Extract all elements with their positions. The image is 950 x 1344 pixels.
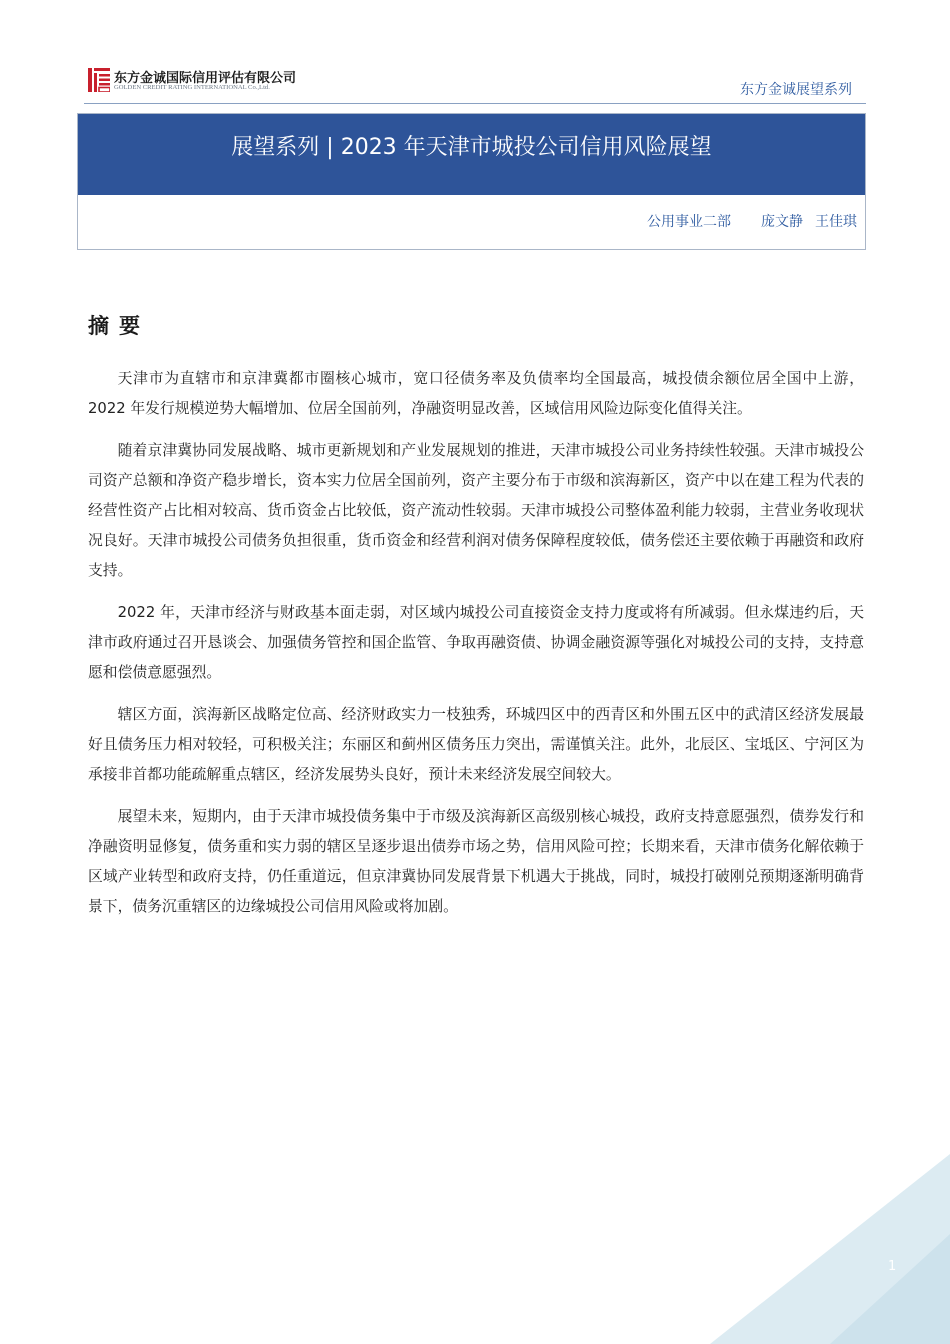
- abstract-body: [88, 364, 864, 934]
- company-name-en: GOLDEN CREDIT RATING INTERNATIONAL Co.,Ltd.: [114, 84, 270, 91]
- abstract-paragraph: 天津市为直辖市和京津冀都市圈核心城市，宽口径债务率及负债率均全国最高，城投债余额位居全国中上游，2022 年发行规模逆势大幅增加、位居全国前列，净融资明显改善，区域信用风险边际变化值得关注。: [88, 370, 864, 417]
- author-name: 庞文静: [761, 214, 803, 230]
- abstract-paragraph: 2022 年，天津市经济与财政基本面走弱，对区域内城投公司直接资金支持力度或将有所减弱。但永煤违约后，天津市政府通过召开恳谈会、加强债务管控和国企监管、争取再融资债、协调金融资源等强化对城投公司的支持，支持意愿和偿债意愿强烈。: [88, 604, 864, 681]
- page-number: 1: [888, 1259, 897, 1274]
- abstract-paragraph: 展望未来，短期内，由于天津市城投债务集中于市级及滨海新区高级别核心城投，政府支持意愿强烈，债券发行和净融资明显修复，债务重和实力弱的辖区呈逐步退出债券市场之势，信用风险可控；长期来看，天津市债务化解依赖于区域产业转型和政府支持，仍任重道远，但京津冀协同发展背景下机遇大于挑战，同时，城投打破刚兑预期逐渐明确背景下，债务沉重辖区的边缘城投公司信用风险或将加剧。: [88, 808, 864, 915]
- department-label: 公用事业二部: [647, 214, 731, 230]
- series-label: 东方金诚展望系列: [740, 82, 852, 98]
- author-name: 王佳琪: [815, 214, 857, 230]
- section-heading-abstract: 摘要: [88, 314, 150, 338]
- golden-credit-logo-icon: [88, 68, 110, 92]
- title-box: [77, 113, 866, 250]
- corner-decoration: [710, 1154, 950, 1344]
- title-band: [78, 114, 865, 195]
- header-divider: [84, 103, 866, 104]
- abstract-paragraph: 随着京津冀协同发展战略、城市更新规划和产业发展规划的推进，天津市城投公司业务持续性较强。天津市城投公司资产总额和净资产稳步增长，资本实力位居全国前列，资产主要分布于市级和滨海新区，资产中以在建工程为代表的经营性资产占比相对较高、货币资金占比较低，资产流动性较弱。天津市城投公司整体盈利能力较弱，主营业务收现状况良好。天津市城投公司债务负担很重，货币资金和经营利润对债务保障程度较低，债务偿还主要依赖于再融资和政府支持。: [88, 442, 864, 579]
- company-name-cn: 东方金诚国际信用评估有限公司: [114, 71, 297, 86]
- abstract-paragraph: 辖区方面，滨海新区战略定位高、经济财政实力一枝独秀，环城四区中的西青区和外围五区中的武清区经济发展最好且债务压力相对较轻，可积极关注；东丽区和蓟州区债务压力突出，需谨慎关注。此外，北辰区、宝坻区、宁河区为承接非首都功能疏解重点辖区，经济发展势头良好，预计未来经济发展空间较大。: [88, 706, 864, 783]
- page-header: [84, 62, 866, 102]
- report-title: 展望系列 | 2023 年天津市城投公司信用风险展望: [231, 135, 712, 160]
- author-line: [647, 211, 857, 231]
